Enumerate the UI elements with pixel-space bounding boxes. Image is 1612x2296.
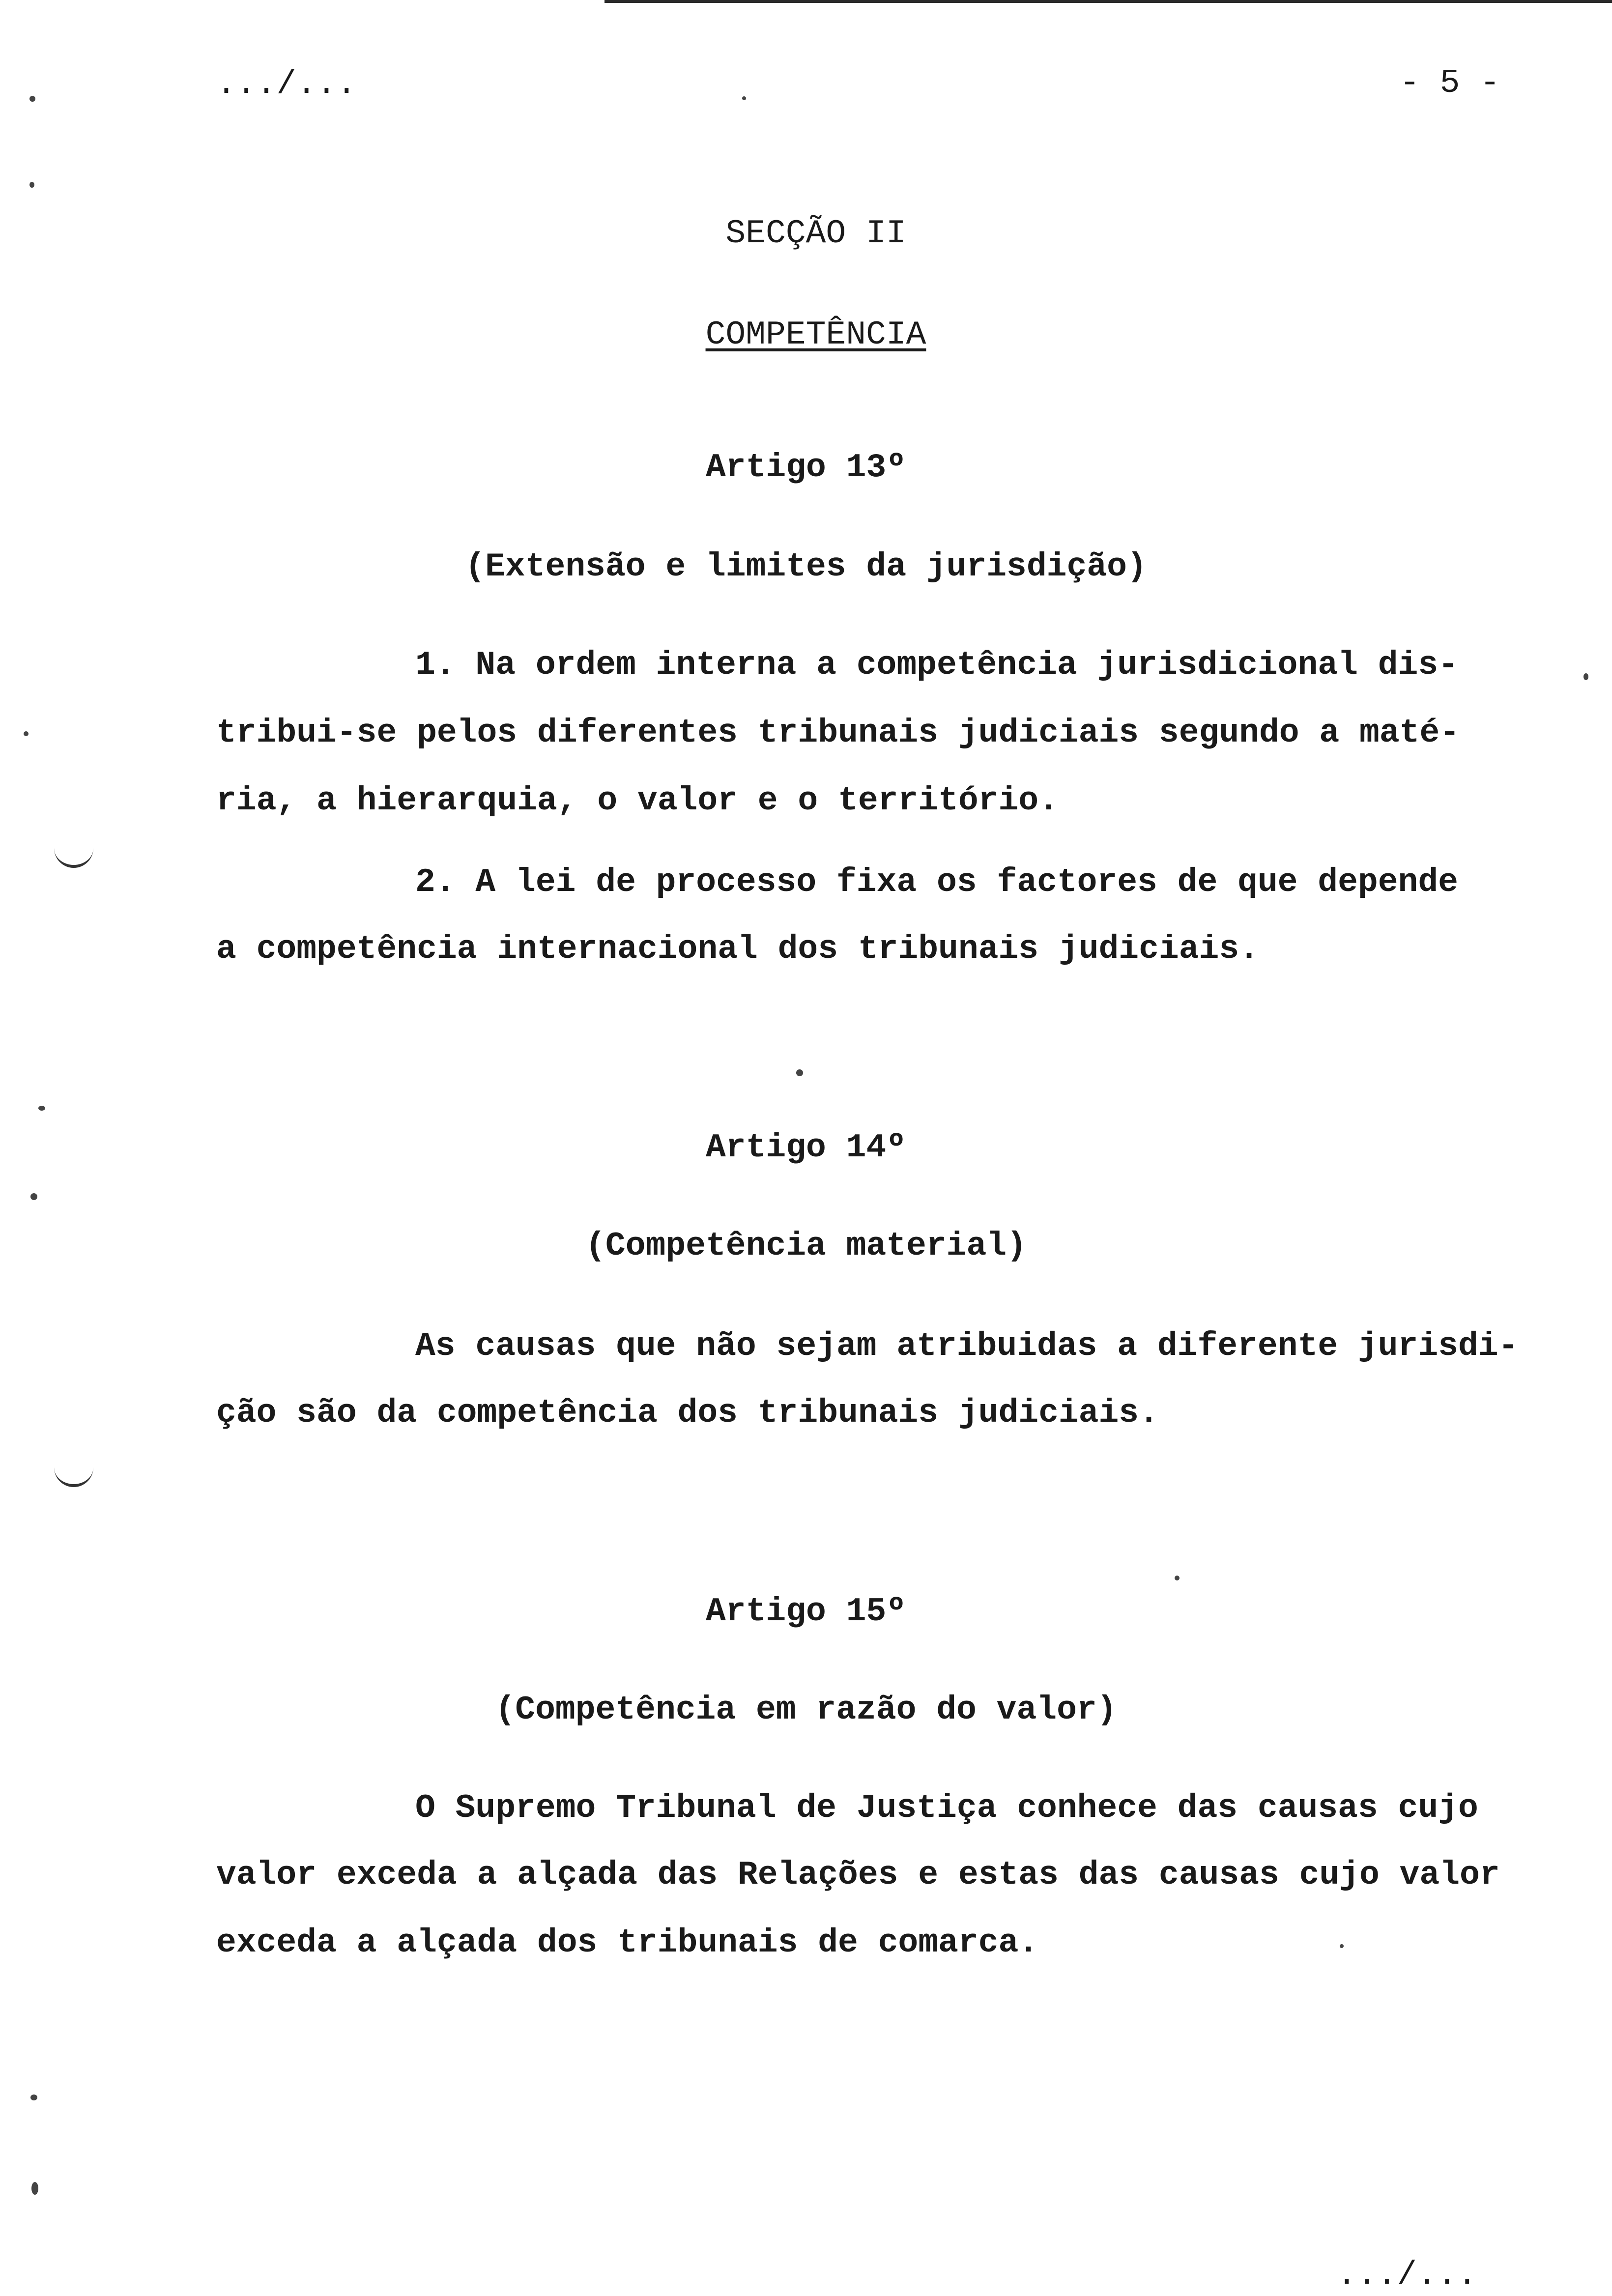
section-subtitle [10,316,1612,355]
section-subtitle-text: COMPETÊNCIA [705,316,926,354]
scan-speck [29,96,35,102]
article-14-heading: Artigo 14º [705,1129,907,1167]
article-14-line-2: ção são da competência dos tribunais judiciais. [216,1394,1159,1432]
scan-speck [29,182,34,188]
scan-speck [38,1106,45,1111]
continuation-marker-top: .../... [216,65,357,103]
scan-speck [1175,1576,1180,1580]
article-14-line-1: As causas que não sejam atribuidas a diferente jurisdi- [415,1327,1519,1365]
article-13-line-3: ria, a hierarquia, o valor e o território. [216,782,1059,820]
article-15-line-3: exceda a alçada dos tribunais de comarca. [216,1924,1039,1962]
article-13-line-2: tribui-se pelos diferentes tribunais judiciais segundo a maté- [216,714,1460,752]
margin-mark [54,845,93,868]
margin-mark [54,1464,93,1487]
scan-speck [24,731,29,736]
scan-speck [30,2095,37,2100]
article-15-line-2: valor exceda a alçada das Relações e estas das causas cujo valor [216,1856,1500,1894]
article-13-subheading: (Extensão e limites da jurisdição) [465,548,1147,586]
page-number: - 5 - [1400,64,1500,102]
top-rule [604,0,1612,3]
article-13-line-4: 2. A lei de processo fixa os factores de que depende [415,863,1458,901]
continuation-marker-bottom: .../... [1337,2256,1477,2294]
article-13-line-1: 1. Na ordem interna a competência jurisdicional dis- [415,646,1458,684]
article-13-heading: Artigo 13º [705,449,907,487]
scan-speck [1583,673,1588,680]
scan-speck [1340,1944,1344,1948]
article-13-line-5: a competência internacional dos tribunais judiciais. [216,930,1259,968]
scan-speck [31,2182,38,2195]
scan-speck [742,96,746,100]
article-15-line-1: O Supremo Tribunal de Justiça conhece das causas cujo [415,1789,1478,1827]
scan-speck [30,1193,37,1200]
article-15-subheading: (Competência em razão do valor) [495,1691,1117,1729]
section-title: SECÇÃO II [725,215,906,253]
article-14-subheading: (Competência material) [585,1227,1027,1265]
scan-speck [796,1069,803,1076]
article-15-heading: Artigo 15º [705,1593,907,1631]
